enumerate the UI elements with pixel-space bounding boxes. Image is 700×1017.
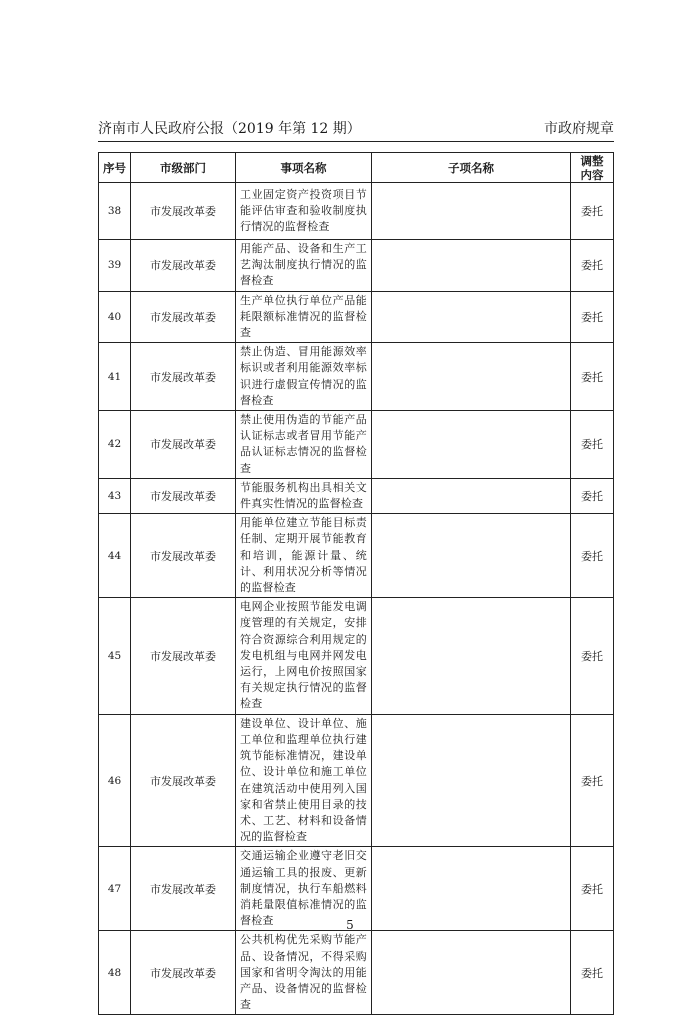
row-sub [372, 931, 571, 1015]
row-sub [372, 291, 571, 343]
row-dept: 市发展改革委 [131, 478, 236, 513]
row-dept: 市发展改革委 [131, 598, 236, 714]
row-item: 用能单位建立节能目标责任制、定期开展节能教育和培训，能源计量、统计、利用状况分析等情况的监督检查 [236, 514, 372, 598]
table-row [99, 514, 614, 598]
table-header-row [99, 153, 614, 183]
row-item: 生产单位执行单位产品能耗限额标准情况的监督检查 [236, 291, 372, 343]
row-item: 建设单位、设计单位、施工单位和监理单位执行建筑节能标准情况，建设单位、设计单位和施工单位在建筑活动中使用列入国家和省禁止使用目录的技术、工艺、材料和设备情况的监督检查 [236, 714, 372, 847]
row-sub [372, 514, 571, 598]
row-item: 禁止伪造、冒用能源效率标识或者利用能源效率标识进行虚假宣传情况的监督检查 [236, 343, 372, 411]
table-row [99, 343, 614, 411]
row-item: 电网企业按照节能发电调度管理的有关规定，安排符合资源综合利用规定的发电机组与电网并网发电运行，上网电价按照国家有关规定执行情况的监督检查 [236, 598, 372, 714]
row-seq: 41 [99, 343, 131, 411]
row-adjust: 委托 [571, 931, 614, 1015]
col-header-item: 事项名称 [236, 153, 372, 183]
row-item: 用能产品、设备和生产工艺淘汰制度执行情况的监督检查 [236, 240, 372, 292]
section-title: 市政府规章 [544, 121, 614, 137]
page-header [98, 112, 614, 138]
row-sub [372, 714, 571, 847]
row-item: 交通运输企业遵守老旧交通运输工具的报废、更新制度情况，执行车船燃料消耗量限值标准情况的监督检查 [236, 847, 372, 931]
row-adjust: 委托 [571, 847, 614, 931]
row-sub [372, 411, 571, 479]
row-dept: 市发展改革委 [131, 183, 236, 240]
bulletin-title: 济南市人民政府公报（2019 年第 12 期） [98, 121, 361, 137]
table-row [99, 240, 614, 292]
row-dept: 市发展改革委 [131, 714, 236, 847]
col-header-adjust: 调整内容 [571, 153, 614, 183]
row-seq: 42 [99, 411, 131, 479]
row-adjust: 委托 [571, 183, 614, 240]
row-adjust: 委托 [571, 343, 614, 411]
row-adjust: 委托 [571, 514, 614, 598]
row-adjust: 委托 [571, 411, 614, 479]
row-sub [372, 478, 571, 513]
row-adjust: 委托 [571, 714, 614, 847]
row-sub [372, 598, 571, 714]
row-seq: 47 [99, 847, 131, 931]
row-adjust: 委托 [571, 291, 614, 343]
row-dept: 市发展改革委 [131, 514, 236, 598]
row-adjust: 委托 [571, 478, 614, 513]
row-dept: 市发展改革委 [131, 411, 236, 479]
row-dept: 市发展改革委 [131, 240, 236, 292]
row-seq: 38 [99, 183, 131, 240]
page-number: 5 [346, 918, 354, 932]
row-seq: 43 [99, 478, 131, 513]
row-item: 工业固定资产投资项目节能评估审查和验收制度执行情况的监督检查 [236, 183, 372, 240]
row-dept: 市发展改革委 [131, 931, 236, 1015]
col-header-seq: 序号 [99, 153, 131, 183]
header-divider [98, 141, 614, 142]
row-sub [372, 183, 571, 240]
table-row [99, 931, 614, 1015]
table-row [99, 478, 614, 513]
row-seq: 45 [99, 598, 131, 714]
row-adjust: 委托 [571, 598, 614, 714]
row-item: 节能服务机构出具相关文件真实性情况的监督检查 [236, 478, 372, 513]
row-seq: 39 [99, 240, 131, 292]
table-row [99, 183, 614, 240]
row-dept: 市发展改革委 [131, 847, 236, 931]
col-header-dept: 市级部门 [131, 153, 236, 183]
row-seq: 44 [99, 514, 131, 598]
table-row [99, 714, 614, 847]
row-dept: 市发展改革委 [131, 343, 236, 411]
row-dept: 市发展改革委 [131, 291, 236, 343]
matters-table [98, 152, 614, 1015]
row-item: 禁止使用伪造的节能产品认证标志或者冒用节能产品认证标志情况的监督检查 [236, 411, 372, 479]
table-row [99, 411, 614, 479]
row-seq: 40 [99, 291, 131, 343]
row-seq: 46 [99, 714, 131, 847]
row-seq: 48 [99, 931, 131, 1015]
row-sub [372, 240, 571, 292]
col-header-sub: 子项名称 [372, 153, 571, 183]
row-adjust: 委托 [571, 240, 614, 292]
table-row [99, 598, 614, 714]
row-sub [372, 343, 571, 411]
row-item: 公共机构优先采购节能产品、设备情况，不得采购国家和省明令淘汰的用能产品、设备情况的监督检查 [236, 931, 372, 1015]
table-row [99, 291, 614, 343]
